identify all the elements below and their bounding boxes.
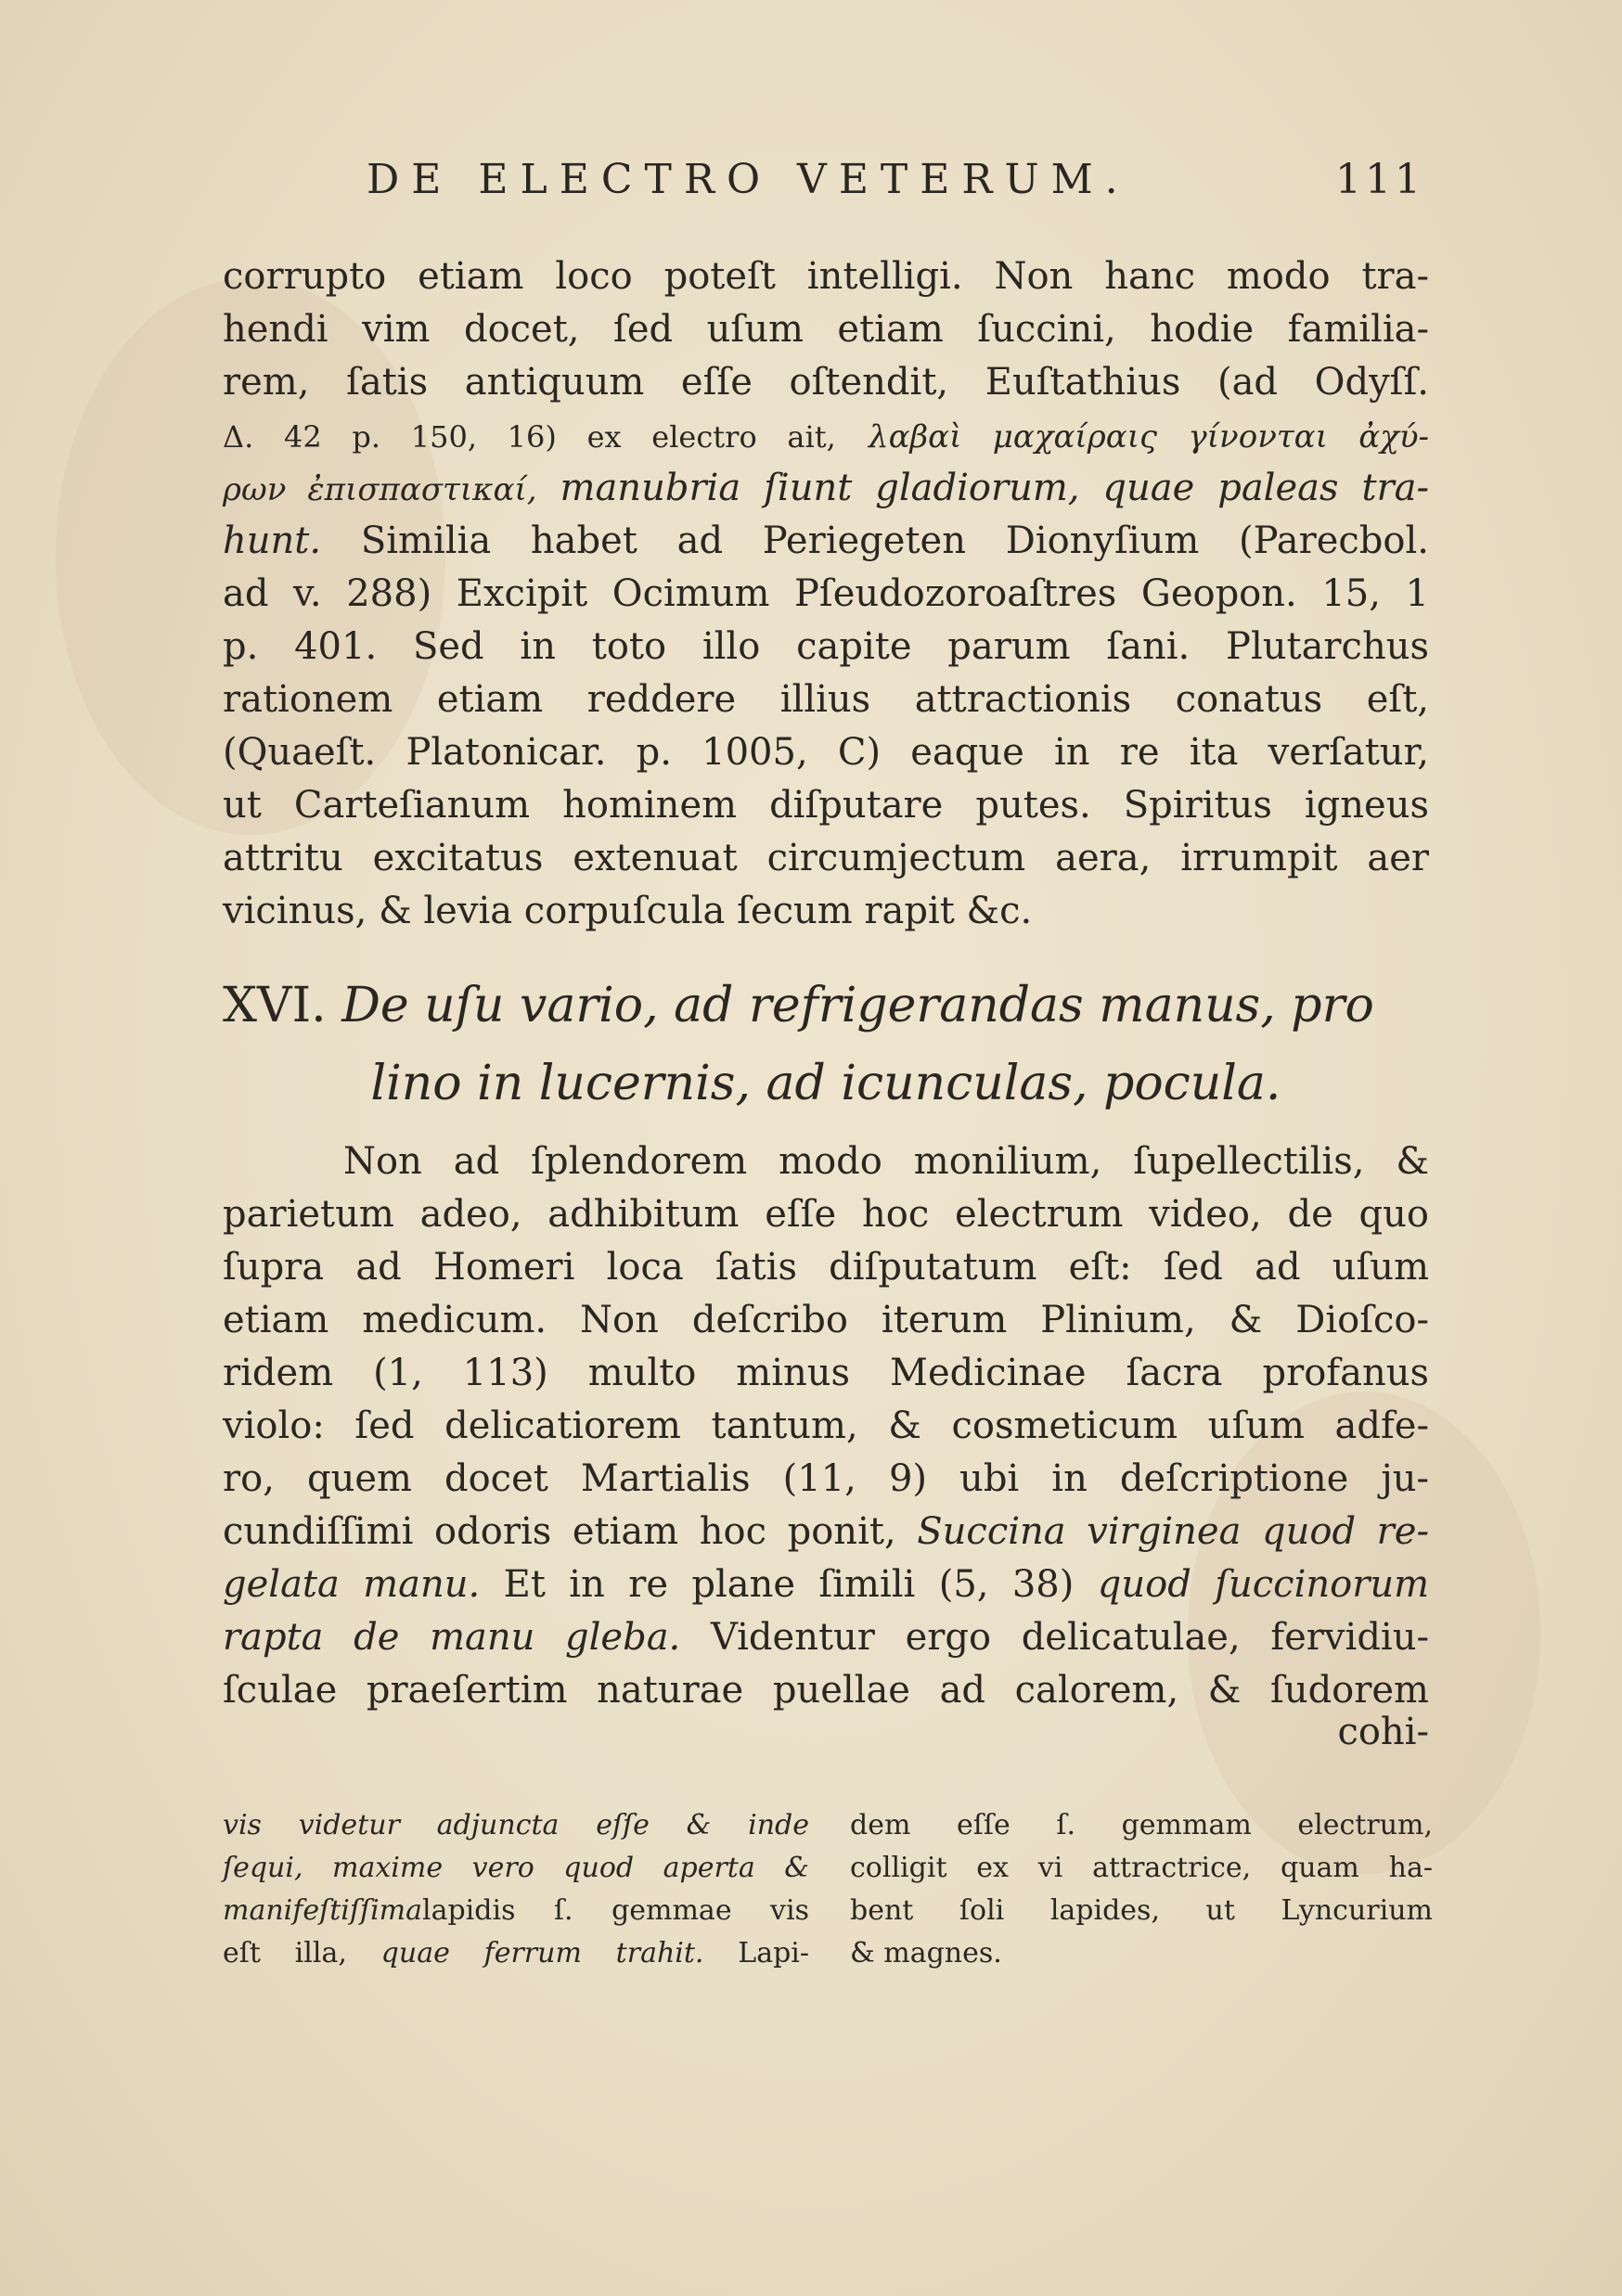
footnote-span: lapidis ſ. gemmae vis [422,1894,809,1927]
text-line: ro, quem docet Martialis (11, 9) ubi in deſcriptione ju- [223,1457,1429,1500]
text-line: (Quaeſt. Platonicar. p. 1005, C) eaque in re ita verſatur, [223,731,1429,774]
footnote-line: dem eſſe ſ. gemmam electrum, [850,1809,1433,1841]
text-span: cundiſſimi odoris etiam hoc ponit, [223,1510,896,1553]
text-line: hendi vim docet, ſed uſum etiam ſuccini, hodie familia- [223,308,1429,351]
footnote-column-left [223,1804,809,1975]
text-span: Videntur ergo delicatulae, fervidiu- [710,1616,1429,1659]
running-title: DE ELECTRO VETERUM. [367,156,1130,203]
text-line [223,462,1429,515]
section-title: De uſu vario, ad refrigerandas manus, pro [341,978,1374,1033]
latin-translation: hunt. [223,519,322,562]
footnote-line: bent ſoli lapides, ut Lyncurium [850,1894,1433,1927]
footnote-line [223,1932,809,1975]
greek-quote: λαβαὶ μαχαίραις γίνονται ἀχύ- [869,418,1430,455]
text-line [223,1506,1429,1558]
text-line: ſupra ad Homeri loca ſatis diſputatum eſt: ſed ad uſum [223,1246,1429,1289]
footnote-line [223,1890,809,1932]
text-line: parietum adeo, adhibitum eſſe hoc electrum video, de quo [223,1193,1429,1236]
text-line: violo: ſed delicatiorem tantum, & cosmeticum uſum adfe- [223,1405,1429,1447]
footnote-line: ſequi, maxime vero quod aperta & [223,1852,809,1884]
text-line [223,409,1429,462]
catchword: cohi- [1337,1711,1429,1753]
text-line [223,1558,1429,1611]
text-line: rem, ſatis antiquum eſſe oſtendit, Euſtathius (ad Odyſſ. [223,361,1429,404]
text-line: ſculae praeſertim naturae puellae ad calorem, & ſudorem [223,1669,1429,1712]
text-span: Similia habet ad Periegeten Dionyſium (Parecbol. [360,519,1429,562]
running-head [367,156,1424,212]
text-line: rationem etiam reddere illius attractionis conatus eſt, [223,678,1429,721]
section-title-continued: lino in lucernis, ad icunculas, pocula. [370,1056,1281,1111]
heading-line [223,967,1429,1045]
section-number: XVI. [223,978,327,1033]
paragraph-2 [223,1135,1429,1717]
footnote-italic: quae ferrum trahit. [380,1937,704,1969]
citation: Δ. 42 p. 150, 16) ex electro ait, [223,419,836,455]
text-line: corrupto etiam loco poteſt intelligi. Non hanc modo tra- [223,255,1429,298]
quotation: gelata manu. [223,1563,481,1606]
text-line: vicinus, & levia corpuſcula ſecum rapit &c. [223,890,1033,932]
text-line: p. 401. Sed in toto illo capite parum ſani. Plutarchus [223,625,1429,668]
quotation: Succina virginea quod re- [917,1510,1429,1553]
text-line: ut Carteſianum hominem diſputare putes. Spiritus igneus [223,784,1429,827]
quotation: rapta de manu gleba. [223,1616,681,1659]
footnote-line: vis videtur adjuncta eſſe & inde [223,1809,809,1841]
text-line [223,1611,1429,1664]
footnote-line: colligit ex vi attractrice, quam ha- [850,1852,1433,1884]
text-line: ad v. 288) Excipit Ocimum Pſeudozoroaſtres Geopon. 15, 1 [223,572,1429,615]
footnote-line: & magnes. [850,1937,1002,1969]
footnote-italic: manifeſtiſſima [223,1894,422,1927]
latin-translation: manubria ſiunt gladiorum, quae paleas tra- [560,467,1430,509]
text-line [223,515,1429,568]
paragraph-1 [223,250,1429,938]
text-line: ridem (1, 113) multo minus Medicinae ſacra profanus [223,1352,1429,1394]
page-number: 111 [1335,156,1424,203]
footnote-span: Lapi- [738,1937,810,1969]
footnote-column-right [850,1804,1433,1975]
quotation: quod ſuccinorum [1097,1563,1430,1606]
text-line: attritu excitatus extenuat circumjectum aera, irrumpit aer [223,837,1429,879]
text-line: Non ad ſplendorem modo monilium, ſupellectilis, & [343,1140,1429,1183]
footnote-span: eſt illa, [223,1937,347,1969]
text-line: etiam medicum. Non deſcribo iterum Plinium, & Dioſco- [223,1299,1429,1341]
greek-quote: ρων ἐπισπαστικαί, [223,471,537,508]
text-span: Et in re plane ſimili (5, 38) [503,1563,1075,1606]
section-heading [223,967,1429,1122]
